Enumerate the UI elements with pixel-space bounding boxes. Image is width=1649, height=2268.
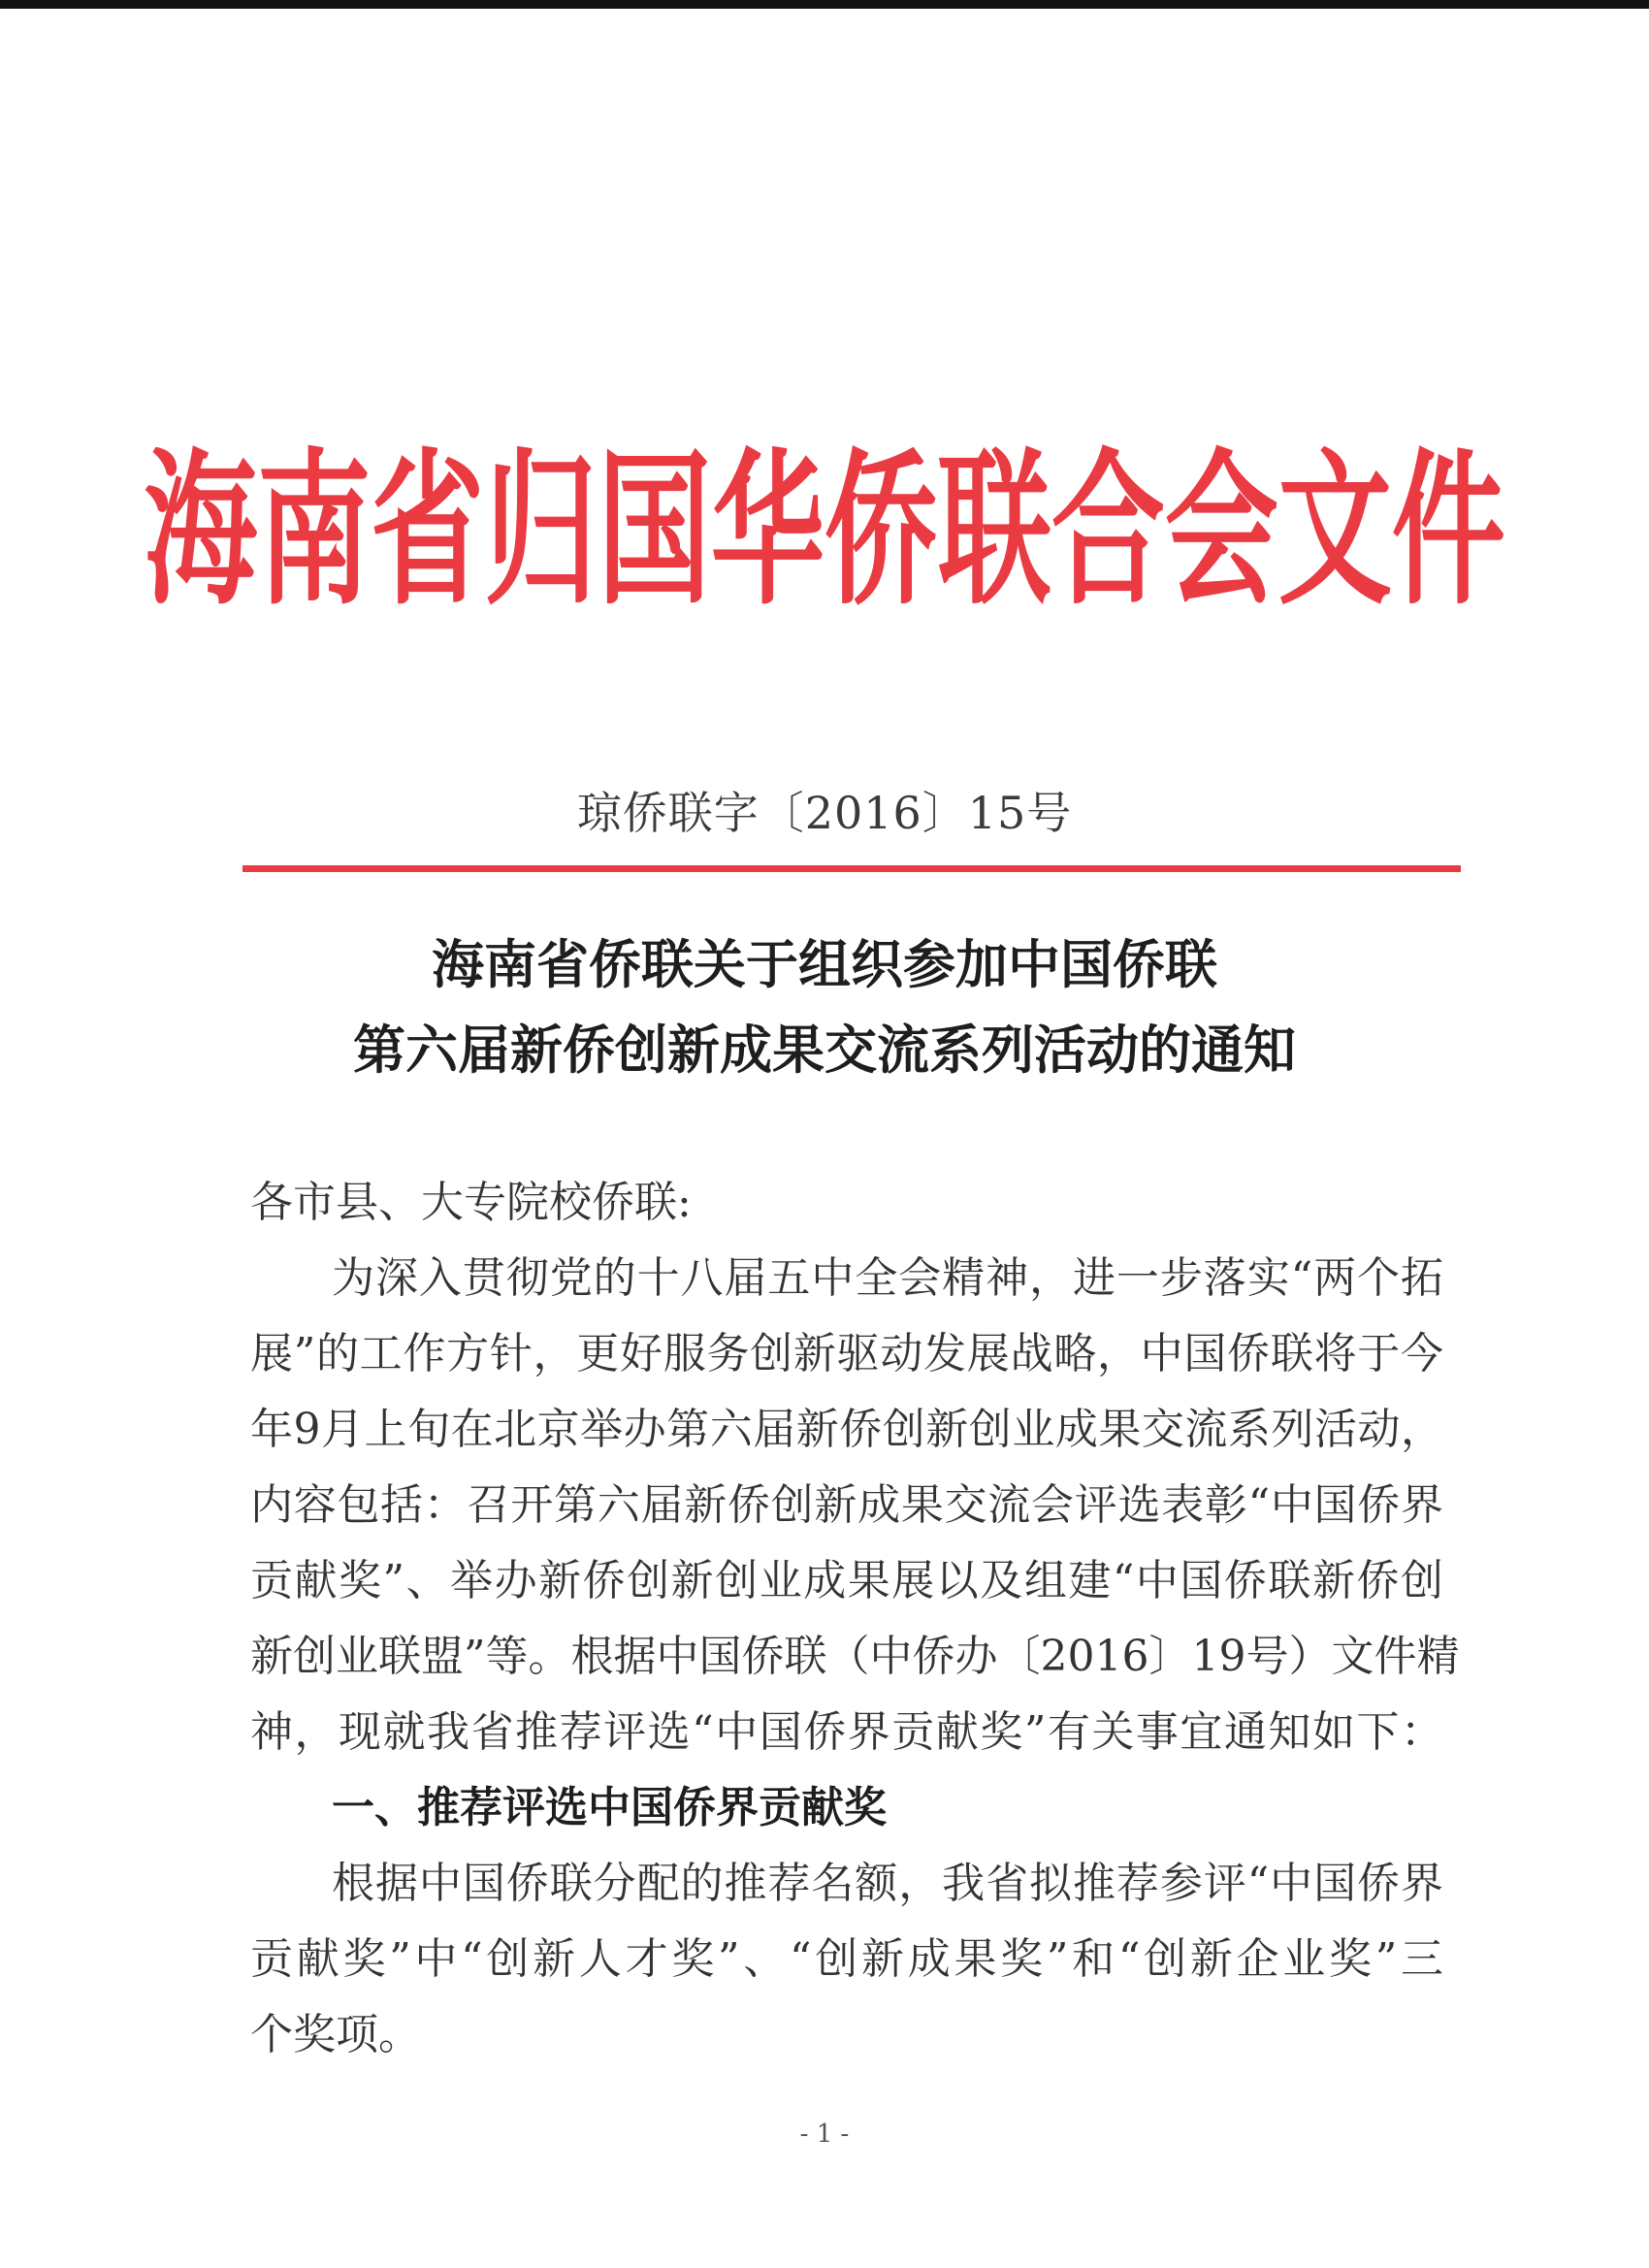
- paragraph-2-line: 根据中国侨联分配的推荐名额，我省拟推荐参评“中国侨界: [332, 1859, 1443, 1908]
- paragraph-1-line: 内容包括：召开第六届新侨创新成果交流会评选表彰“中国侨界: [250, 1480, 1443, 1530]
- paragraph-1-line: 为深入贯彻党的十八届五中全会精神，进一步落实“两个拓: [332, 1253, 1443, 1303]
- page-number: - 1 -: [799, 2120, 850, 2149]
- notice-title-line-2: 第六届新侨创新成果交流系列活动的通知: [353, 1020, 1296, 1081]
- paragraph-1-line: 神，现就我省推荐评选“中国侨界贡献奖”有关事宜通知如下：: [250, 1707, 1443, 1757]
- paragraph-1-line: 贡献奖”、举办新侨创新创业成果展以及组建“中国侨联新侨创: [250, 1556, 1443, 1605]
- section-1-heading: 一、推荐评选中国侨界贡献奖: [332, 1783, 887, 1832]
- masthead: 海南省归国华侨联合会文件: [144, 435, 1505, 629]
- notice-title-line-1: 海南省侨联关于组织参加中国侨联: [432, 934, 1217, 995]
- paragraph-2-line: 个奖项。: [250, 2010, 421, 2059]
- salutation: 各市县、大专院校侨联:: [250, 1178, 692, 1227]
- red-separator-rule: [242, 865, 1461, 872]
- paragraph-1-line: 展”的工作方针，更好服务创新驱动发展战略，中国侨联将于今: [250, 1329, 1443, 1378]
- paragraph-1-line: 年9月上旬在北京举办第六届新侨创新创业成果交流系列活动，: [250, 1405, 1443, 1454]
- paragraph-2-line: 贡献奖”中“创新人才奖”、“创新成果奖”和“创新企业奖”三: [250, 1934, 1443, 1984]
- document-number: 琼侨联字〔2016〕15号: [576, 787, 1073, 839]
- paragraph-1-line: 新创业联盟”等。根据中国侨联（中侨办〔2016〕19号）文件精: [250, 1632, 1460, 1681]
- scan-top-border: [0, 0, 1649, 9]
